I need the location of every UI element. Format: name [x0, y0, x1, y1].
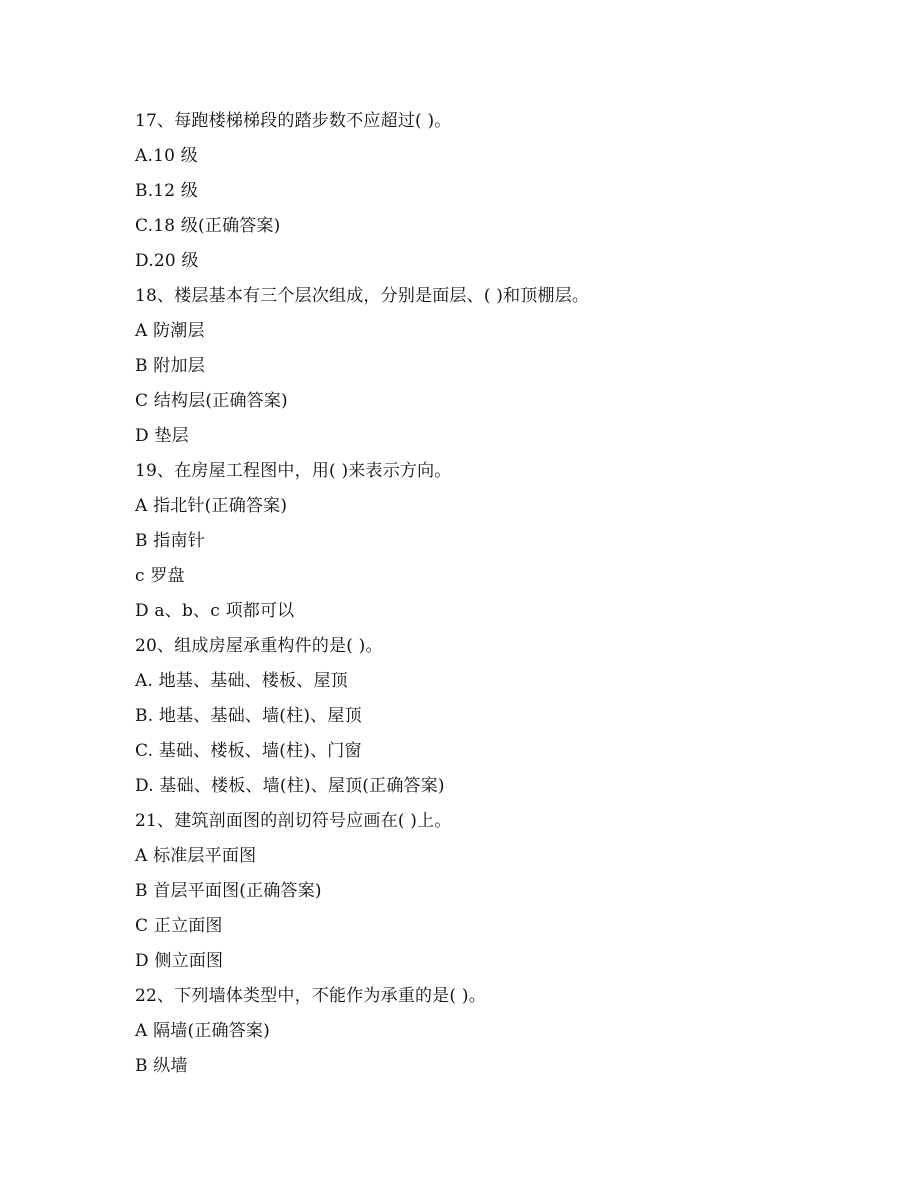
option-21-d: D 侧立面图	[135, 951, 224, 971]
option-19-b: B 指南针	[135, 531, 205, 551]
option-20-d: D. 基础、楼板、墙(柱)、屋顶(正确答案)	[135, 776, 445, 796]
option-22-b: B 纵墙	[135, 1056, 188, 1076]
option-18-d: D 垫层	[135, 426, 189, 446]
option-19-c: c 罗盘	[135, 566, 185, 586]
question-22: 22、下列墙体类型中，不能作为承重的是( )。	[135, 986, 486, 1006]
option-20-c: C. 基础、楼板、墙(柱)、门窗	[135, 741, 362, 761]
option-17-a: A.10 级	[135, 146, 198, 166]
option-20-b: B. 地基、基础、墙(柱)、屋顶	[135, 706, 362, 726]
option-17-d: D.20 级	[135, 251, 199, 271]
question-19: 19、在房屋工程图中，用( )来表示方向。	[135, 461, 452, 481]
option-17-c: C.18 级(正确答案)	[135, 216, 281, 236]
option-22-a: A 隔墙(正确答案)	[135, 1021, 270, 1041]
question-20: 20、组成房屋承重构件的是( )。	[135, 636, 383, 656]
option-18-c: C 结构层(正确答案)	[135, 391, 288, 411]
option-19-a: A 指北针(正确答案)	[135, 496, 288, 516]
option-19-d: D a、b、c 项都可以	[135, 601, 295, 621]
document-body	[135, 104, 855, 1084]
option-21-a: A 标准层平面图	[135, 846, 257, 866]
question-21: 21、建筑剖面图的剖切符号应画在( )上。	[135, 811, 452, 831]
option-18-a: A 防潮层	[135, 321, 205, 341]
option-21-c: C 正立面图	[135, 916, 223, 936]
option-21-b: B 首层平面图(正确答案)	[135, 881, 322, 901]
option-17-b: B.12 级	[135, 181, 199, 201]
option-18-b: B 附加层	[135, 356, 205, 376]
option-20-a: A. 地基、基础、楼板、屋顶	[135, 671, 348, 691]
question-17: 17、每跑楼梯梯段的踏步数不应超过( )。	[135, 111, 452, 131]
question-18: 18、楼层基本有三个层次组成，分别是面层、( )和顶棚层。	[135, 286, 590, 306]
